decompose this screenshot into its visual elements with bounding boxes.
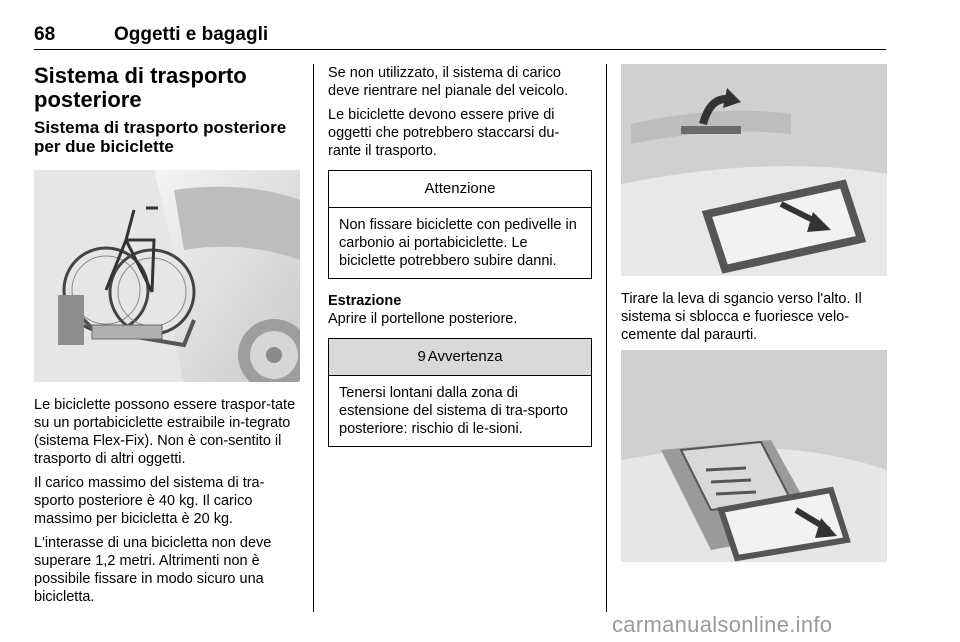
warning-title: Avvertenza	[427, 348, 503, 365]
estrazione-heading: Estrazione	[328, 293, 402, 309]
warning-icon: 9	[417, 348, 426, 365]
paragraph: Le biciclette possono essere traspor-tate su un portabiciclette estraibile in-tegrato (sistema Flex-Fix). Non è con-sentito il trasporto di altri oggetti.	[34, 397, 296, 467]
paragraph: L'interasse di una bicicletta non deve superare 1,2 metri. Altrimenti non è possibile fissare in modo sicuro una bicicletta.	[34, 535, 272, 605]
watermark: carmanualsonline.info	[612, 612, 833, 637]
paragraph: Se non utilizzato, il sistema di carico deve rientrare nel pianale del veicolo.	[328, 65, 569, 99]
header-rule	[34, 49, 886, 50]
bike-carrier-illustration	[34, 170, 300, 382]
warning-text: Tenersi lontani dalla zona di estensione del sistema di tra-sporto posteriore: rischio di le-sioni.	[339, 385, 568, 437]
warning-box	[328, 338, 592, 447]
paragraph: Le biciclette devono essere prive di oggetti che potrebbero staccarsi du-rante il trasporto.	[328, 107, 560, 159]
section-title: Oggetti e bagagli	[114, 24, 269, 45]
warning-header	[329, 339, 591, 376]
column-1	[34, 64, 300, 612]
caution-title: Attenzione	[329, 171, 591, 208]
caution-box	[328, 170, 592, 279]
section-heading: Sistema di trasporto posteriore	[34, 63, 247, 112]
paragraph: Aprire il portellone posteriore.	[328, 311, 518, 327]
caution-text: Non fissare biciclette con pedivelle in carbonio ai portabiciclette. Le biciclette potrebbero subire danni.	[339, 217, 577, 269]
release-lever-illustration	[621, 64, 887, 276]
column-2	[328, 64, 592, 461]
subsection-heading: Sistema di trasporto posteriore per due biciclette	[34, 118, 287, 156]
column-divider	[313, 64, 314, 612]
paragraph: Il carico massimo del sistema di tra-sporto posteriore è 40 kg. Il carico massimo per bicicletta è 20 kg.	[34, 475, 265, 527]
column-divider	[606, 64, 607, 612]
column-3	[621, 64, 887, 562]
paragraph: Tirare la leva di sgancio verso l'alto. Il sistema si sblocca e fuoriesce velo-cemente dal paraurti.	[621, 291, 862, 343]
extended-carrier-illustration	[621, 350, 887, 562]
page-number: 68	[34, 24, 56, 45]
page-header	[34, 20, 886, 50]
